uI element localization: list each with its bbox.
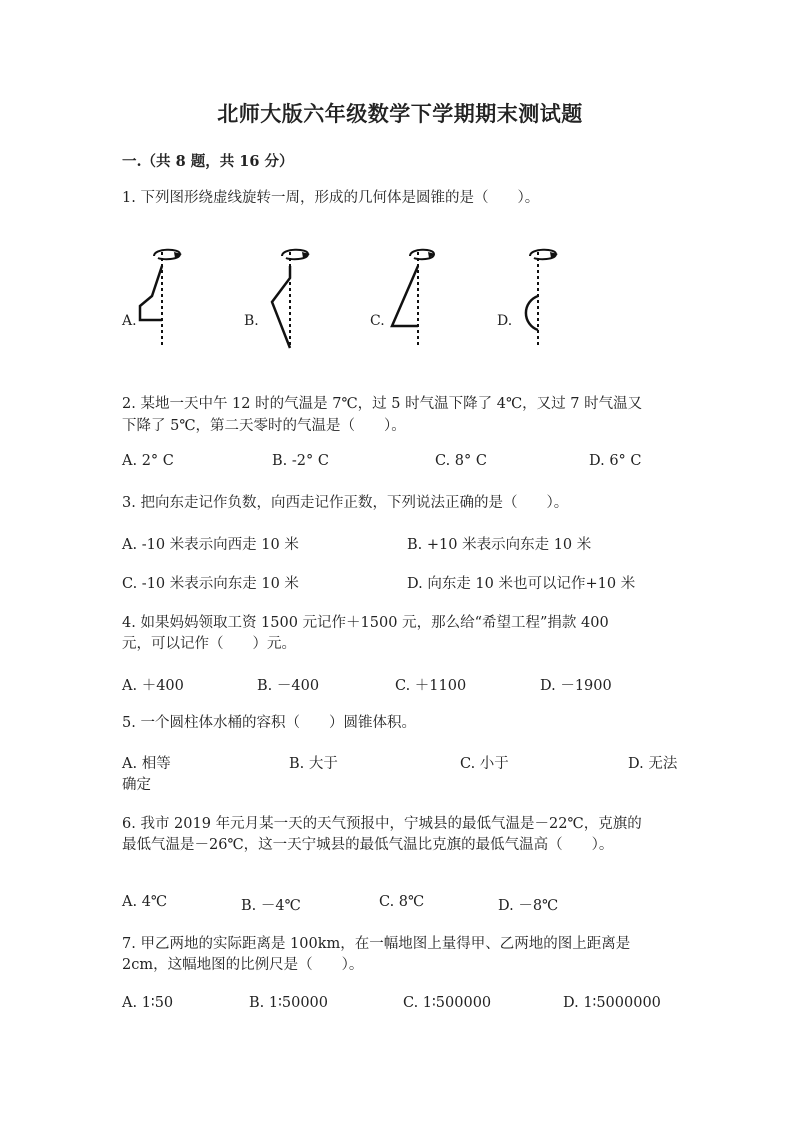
q6-option-c[interactable]: C. 8℃: [379, 894, 425, 910]
question-3-stem: 3. 把向东走记作负数，向西走记作正数，下列说法正确的是（ ）。: [122, 495, 569, 511]
q2-option-b[interactable]: B. -2° C: [272, 453, 329, 469]
question-4-stem-line1: 4. 如果妈妈领取工资 1500 元记作＋1500 元，那么给“希望工程”捐款 400: [122, 615, 609, 631]
q4-option-a[interactable]: A. ＋400: [122, 678, 184, 694]
q7-option-c[interactable]: C. 1∶500000: [403, 995, 492, 1011]
q5-option-a[interactable]: A. 相等: [122, 756, 171, 772]
question-5-stem: 5. 一个圆柱体水桶的容积（ ）圆锥体积。: [122, 715, 416, 731]
q6-option-d[interactable]: D. －8℃: [498, 898, 559, 914]
q6-option-b[interactable]: B. －4℃: [241, 898, 301, 914]
q3-option-d[interactable]: D. 向东走 10 米也可以记作+10 米: [407, 576, 636, 592]
semicircle-figure-icon[interactable]: [514, 244, 564, 352]
q6-option-a[interactable]: A. 4℃: [122, 894, 168, 910]
q1-option-c-label[interactable]: C.: [370, 313, 385, 329]
q4-option-b[interactable]: B. －400: [257, 678, 320, 694]
question-7-stem-line1: 7. 甲乙两地的实际距离是 100km，在一幅地图上量得甲、乙两地的图上距离是: [122, 936, 631, 952]
triangle-wedge-figure-icon[interactable]: [262, 244, 312, 352]
q2-option-c[interactable]: C. 8° C: [435, 453, 487, 469]
question-2-stem-line2: 下降了 5℃，第二天零时的气温是（ ）。: [122, 418, 406, 434]
q5-option-b[interactable]: B. 大于: [289, 756, 338, 772]
q2-option-d[interactable]: D. 6° C: [589, 453, 642, 469]
rectangle-trapezoid-figure-icon[interactable]: [132, 244, 192, 352]
q3-option-b[interactable]: B. +10 米表示向东走 10 米: [407, 537, 592, 553]
q7-option-a[interactable]: A. 1∶50: [122, 995, 174, 1011]
q7-option-d[interactable]: D. 1∶5000000: [563, 995, 661, 1011]
q7-option-b[interactable]: B. 1∶50000: [249, 995, 328, 1011]
q1-option-b-label[interactable]: B.: [244, 313, 259, 329]
question-6-stem-line2: 最低气温是－26℃，这一天宁城县的最低气温比克旗的最低气温高（ ）。: [122, 837, 614, 853]
q5-option-d[interactable]: D. 无法: [628, 756, 678, 772]
question-2-stem-line1: 2. 某地一天中午 12 时的气温是 7℃，过 5 时气温下降了 4℃，又过 7 时气温又: [122, 396, 643, 412]
question-1-stem: 1. 下列图形绕虚线旋转一周，形成的几何体是圆锥的是（ ）。: [122, 190, 540, 206]
question-6-stem-line1: 6. 我市 2019 年元月某一天的天气预报中，宁城县的最低气温是－22℃，克旗的: [122, 816, 642, 832]
question-7-stem-line2: 2cm，这幅地图的比例尺是（ ）。: [122, 957, 364, 973]
right-triangle-figure-icon[interactable]: [386, 244, 436, 352]
q1-option-d-label[interactable]: D.: [497, 313, 513, 329]
q1-option-a-label[interactable]: A.: [122, 313, 137, 329]
q4-option-d[interactable]: D. －1900: [540, 678, 612, 694]
q5-option-d-wrap: 确定: [122, 777, 151, 793]
q3-option-a[interactable]: A. -10 米表示向西走 10 米: [122, 537, 299, 553]
section-heading: 一.（共 8 题，共 16 分）: [122, 153, 294, 170]
q5-option-c[interactable]: C. 小于: [460, 756, 509, 772]
q2-option-a[interactable]: A. 2° C: [122, 453, 174, 469]
question-4-stem-line2: 元，可以记作（ ）元。: [122, 636, 296, 652]
page-title: 北师大版六年级数学下学期期末测试题: [217, 101, 583, 126]
q3-option-c[interactable]: C. -10 米表示向东走 10 米: [122, 576, 299, 592]
q4-option-c[interactable]: C. ＋1100: [395, 678, 467, 694]
